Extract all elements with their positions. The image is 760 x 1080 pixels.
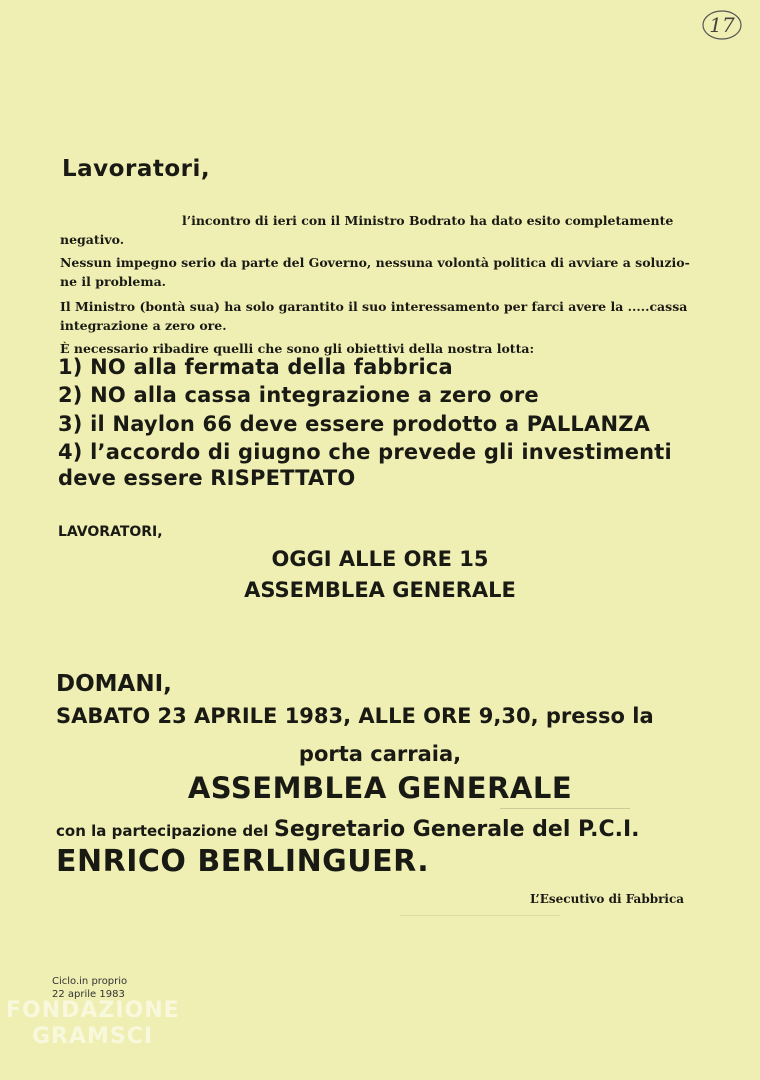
- participation-line: [56, 817, 640, 842]
- tomorrow-assembly: ASSEMBLEA GENERALE: [187, 771, 573, 805]
- circle-mark-icon: [700, 8, 744, 42]
- goal-3: 3) il Naylon 66 deve essere prodotto a PALLANZA: [58, 412, 651, 436]
- paragraph-2-line-2: ne il problema.: [60, 274, 167, 289]
- paragraph-3: [60, 297, 720, 335]
- paragraph-1-line-2: negativo.: [60, 232, 125, 247]
- tomorrow-location: porta carraia,: [298, 742, 462, 766]
- handwritten-page-number: [700, 8, 744, 42]
- tomorrow-label: DOMANI,: [56, 671, 172, 697]
- tomorrow-date-line: [56, 704, 654, 728]
- tomorrow-location-prefix: presso la: [545, 704, 654, 728]
- speaker-name: ENRICO BERLINGUER.: [56, 844, 430, 879]
- paragraph-2: [60, 253, 720, 291]
- paragraph-4-line-1: È necessario ribadire quelli che sono gli obiettivi della nostra lotta:: [60, 341, 535, 356]
- goal-1: 1) NO alla fermata della fabbrica: [58, 355, 453, 379]
- paragraph-2-line-1: Nessun impegno serio da parte del Governo, nessuna volontà politica di avviare a soluzio-: [60, 255, 690, 270]
- paragraph-3-line-1: Il Ministro (bontà sua) ha solo garantito il suo interessamento per farci avere la .....cassa: [60, 299, 688, 314]
- paragraph-3-line-2: integrazione a zero ore.: [60, 318, 227, 333]
- participation-prefix: con la partecipazione del: [56, 822, 269, 840]
- second-greeting: LAVORATORI,: [58, 524, 163, 540]
- today-time: OGGI ALLE ORE 15: [271, 547, 489, 571]
- watermark-line-1: FONDAZIONE: [6, 998, 180, 1023]
- watermark-line-2: GRAMSCI: [32, 1024, 154, 1049]
- goal-4: 4) l’accordo di giugno che prevede gli investimenti: [58, 440, 672, 464]
- today-assembly: ASSEMBLEA GENERALE: [244, 578, 516, 602]
- footer-date: 22 aprile 1983: [52, 989, 125, 1000]
- goal-4-continued: deve essere RISPETTATO: [58, 466, 356, 490]
- participation-title: Segretario Generale del P.C.I.: [273, 817, 640, 842]
- signature: L’Esecutivo di Fabbrica: [530, 892, 685, 906]
- divider-line: [500, 808, 630, 809]
- footer-print-note: Ciclo.in proprio: [52, 976, 128, 987]
- divider-line-2: [400, 915, 560, 916]
- page-number-text: 17: [709, 13, 735, 37]
- paragraph-1-line-1: l’incontro di ieri con il Ministro Bodrato ha dato esito completamente: [182, 213, 674, 228]
- goal-2: 2) NO alla cassa integrazione a zero ore: [58, 383, 539, 407]
- tomorrow-date: SABATO 23 APRILE 1983, ALLE ORE 9,30,: [56, 704, 539, 728]
- greeting: Lavoratori,: [62, 156, 211, 182]
- paragraph-1: [60, 211, 720, 249]
